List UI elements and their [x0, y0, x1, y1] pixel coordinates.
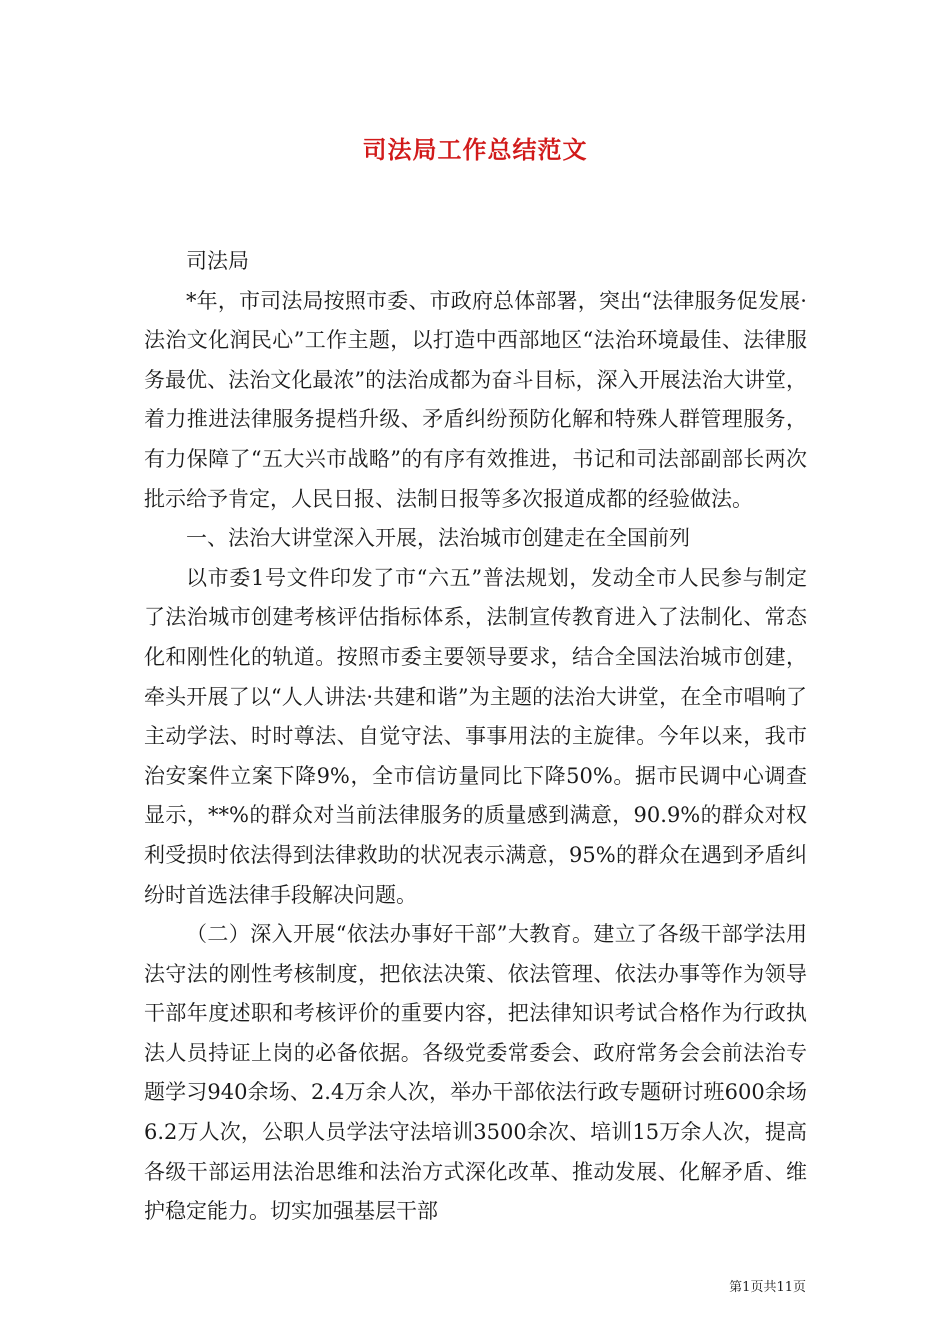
section-heading: 一、法治大讲堂深入开展，法治城市创建走在全国前列 — [186, 526, 690, 551]
paragraph-section-2: （二）深入开展“依法办事好干部”大教育。建立了各级干部学法用法守法的刚性考核制度，把依法决策、依法管理、依法办事等作为领导干部年度述职和考核评价的重要内容，把法律知识考试合格作为行政执法人员持证上岗的必备依据。各级党委常委会、政府常务会会前法治专题学习940余场、2.4万余人次，举办干部依法行政专题研讨班600余场6.2万人次，公职人员学法守法培训3500余次、培训15万余人次，提高各级干部运用法治思维和法治方式深化改革、推动发展、化解矛盾、维护稳定能力。切实加强基层干部 — [144, 922, 807, 1224]
paragraph-author: 司法局 — [186, 249, 249, 273]
paragraph-section-1: 以市委1号文件印发了市“六五”普法规划，发动全市人民参与制定了法治城市创建考核评估指标体系，法制宣传教育进入了法制化、常态化和刚性化的轨道。按照市委主要领导要求，结合全国法治城市创建，牵头开展了以“人人讲法·共建和谐”为主题的法治大讲堂，在全市唱响了主动学法、时时尊法、自觉守法、事事用法的主旋律。今年以来，我市治安案件立案下降9%，全市信访量同比下降50%。据市民调中心调查显示，**%的群众对当前法律服务的质量感到满意，90.9%的群众对权利受损时依法得到法律救助的状况表示满意，95%的群众在遇到矛盾纠纷时首选法律手段解决问题。 — [144, 565, 807, 907]
document-body — [144, 242, 807, 1232]
document-title: 司法局工作总结范文 — [362, 135, 588, 164]
page-number: 第1页共11页 — [729, 1280, 806, 1295]
paragraph-intro: *年，市司法局按照市委、市政府总体部署，突出“法律服务促发展·法治文化润民心”工作主题，以打造中西部地区“法治环境最佳、法律服务最优、法治文化最浓”的法治成都为奋斗目标，深入开展法治大讲堂，着力推进法律服务提档升级、矛盾纠纷预防化解和特殊人群管理服务，有力保障了“五大兴市战略”的有序有效推进，书记和司法部副部长两次批示给予肯定，人民日报、法制日报等多次报道成都的经验做法。 — [144, 288, 807, 511]
